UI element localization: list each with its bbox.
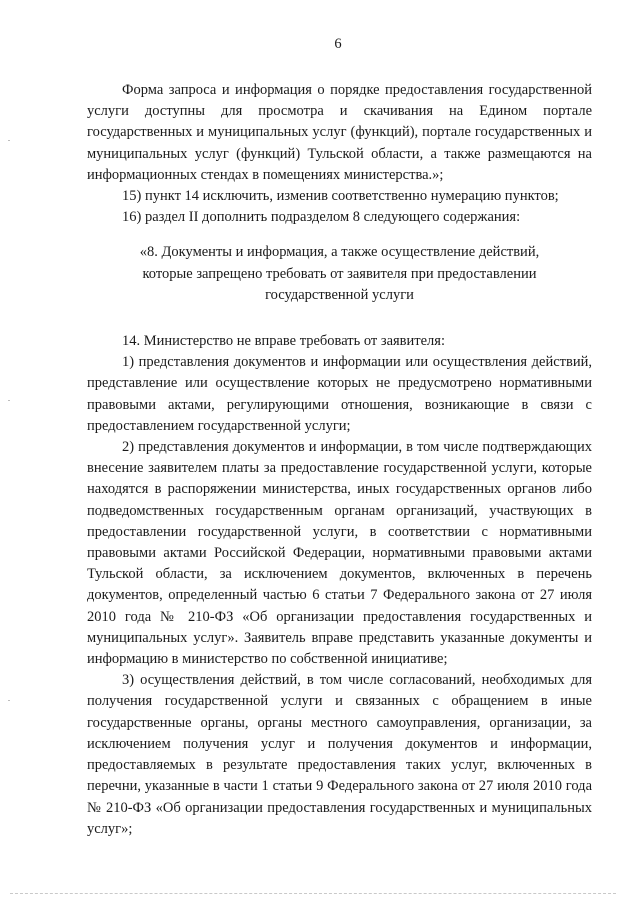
- paragraph-item-15: 15) пункт 14 исключить, изменив соответственно нумерацию пунктов;: [122, 188, 559, 205]
- paragraph-subitem-1: 1) представления документов и информации или осуществления действий, представление или осуществление которых не предусмотрено нормативными правовыми актами, регулирующими отношения, возникающие в связи с предоставлением государственной услуги;: [87, 354, 592, 434]
- page-number: 6: [334, 36, 342, 52]
- paragraph-clause-14: 14. Министерство не вправе требовать от заявителя:: [122, 333, 445, 350]
- paragraph-form-info: Форма запроса и информация о порядке предоставления государственной услуги доступны для просмотра и скачивания на Едином портале государственных и муниципальных услуг (функций), портале государственных и муниципальных услуг (функций) Тульской области, а также размещаются на информационных стендах в помещениях министерства.»;: [87, 82, 592, 183]
- section-heading-line: государственной услуги: [265, 286, 414, 303]
- document-body: [87, 80, 592, 840]
- scan-edge-line: [10, 893, 616, 894]
- scan-edge-mark: [8, 400, 10, 401]
- paragraph-item-16: 16) раздел II дополнить подразделом 8 следующего содержания:: [122, 209, 521, 226]
- scan-edge-mark: [8, 700, 10, 701]
- section-heading-line: «8. Документы и информация, а также осуществление действий,: [139, 244, 540, 261]
- paragraph-subitem-3: 3) осуществления действий, в том числе согласований, необходимых для получения государственной услуги и связанных с обращением в иные государственные органы, органы местного самоуправления, организации, за исключением получения услуг и получения документов и информации, предоставляемых в результате предоставления таких услуг, включенных в перечни, указанные в части 1 статьи 9 Федерального закона от 27 июля 2010 года № 210-ФЗ «Об организации предоставления государственных и муниципальных услуг»;: [87, 672, 592, 837]
- section-heading: [87, 242, 592, 306]
- section-heading-line: которые запрещено требовать от заявителя при предоставлении: [142, 265, 537, 282]
- paragraph-subitem-2: 2) представления документов и информации, в том числе подтверждающих внесение заявителем платы за предоставление государственной услуги, которые находятся в распоряжении министерства, иных государственных органов либо подведомственных государственным органам организаций, участвующих в предоставлении государственной услуги, в соответствии с нормативными правовыми актами Российской Федерации, нормативными правовыми актами Тульской области, за исключением документов, включенных в перечень документов, определенный частью 6 статьи 7 Федерального закона от 27 июля 2010 года № 210-ФЗ «Об организации предоставления государственных и муниципальных услуг». Заявитель вправе представить указанные документы и информацию в министерство по собственной инициативе;: [87, 439, 592, 668]
- scan-edge-mark: [8, 140, 10, 141]
